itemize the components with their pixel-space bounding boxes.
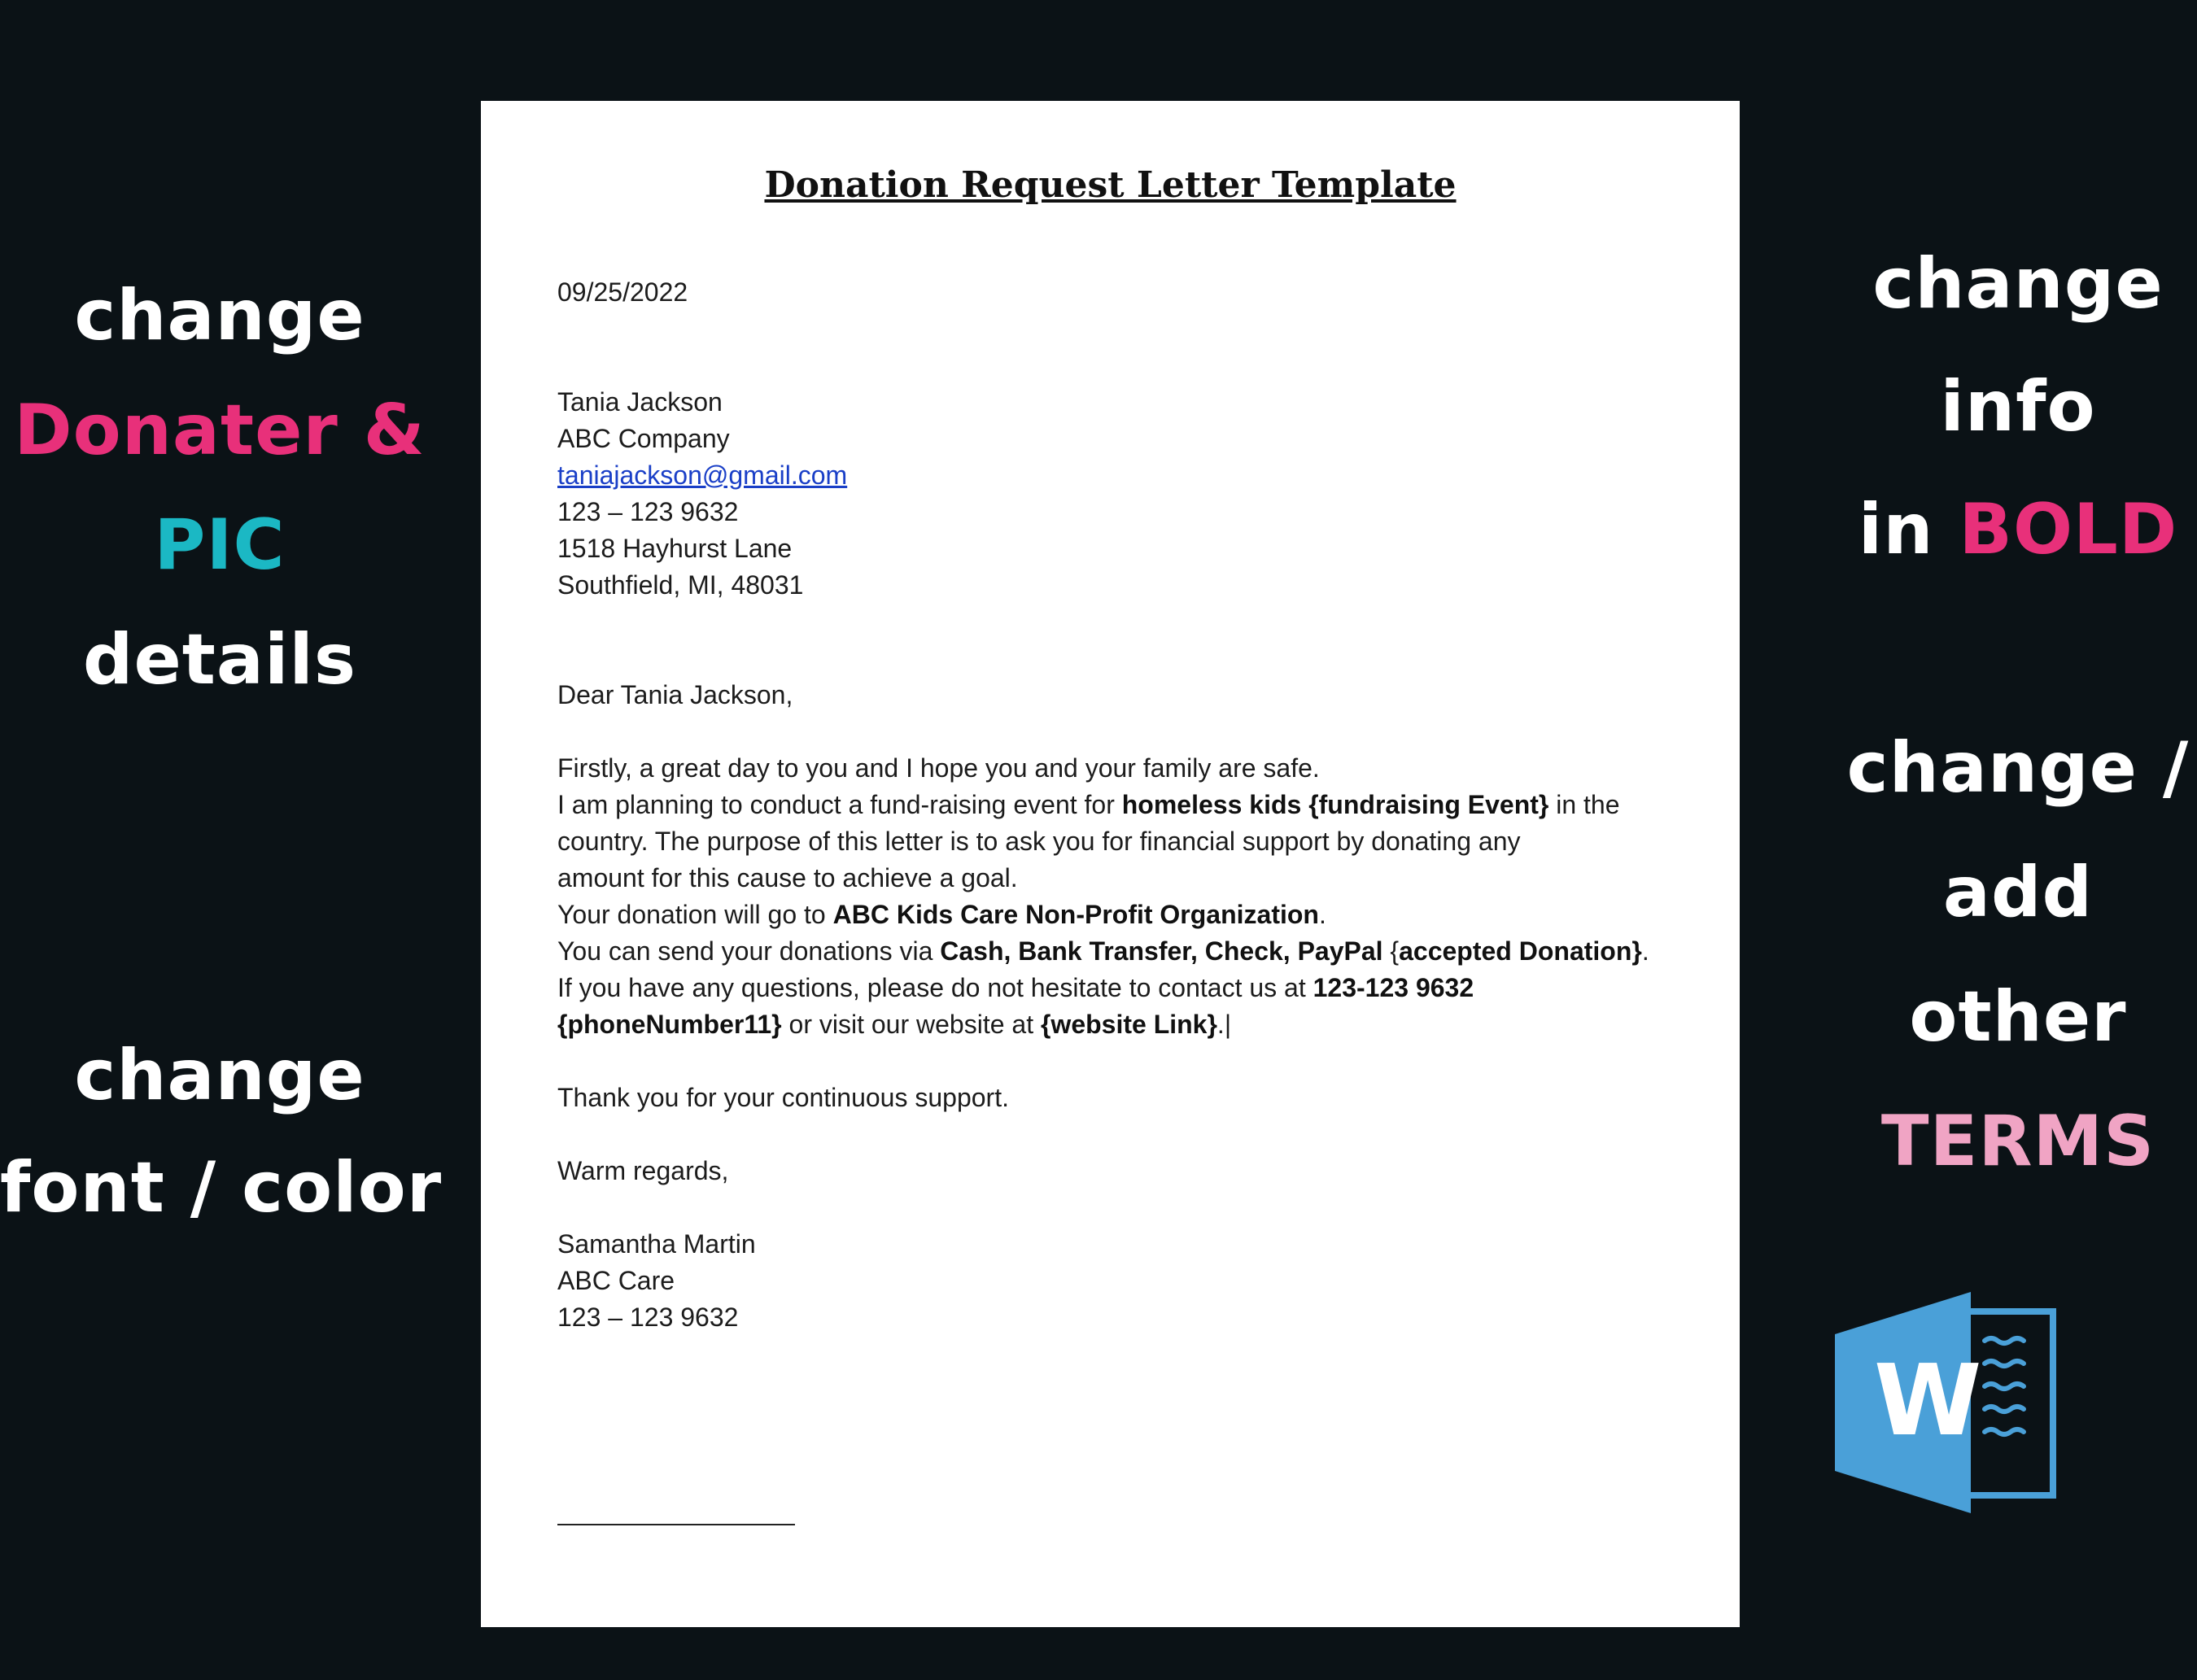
word-logo-letter: W xyxy=(1874,1345,1982,1458)
body-line-3: country. The purpose of this letter is to ask you for financial support by donating any xyxy=(557,827,1521,856)
body-line-6 xyxy=(557,933,1697,970)
body-text: You can send your donations via xyxy=(557,936,941,966)
body-text: or visit our website at xyxy=(781,1010,1041,1039)
document-title: Donation Request Letter Template xyxy=(764,164,1457,206)
body-text: If you have any questions, please do not hesitate to contact us at xyxy=(557,973,1313,1002)
sender-org: ABC Care xyxy=(557,1266,675,1295)
body-bold-text: accepted Donation} xyxy=(1399,936,1642,966)
body-line-1: Firstly, a great day to you and I hope you and your family are safe. xyxy=(557,753,1320,783)
body-bold-text: {phoneNumber11} xyxy=(557,1010,782,1039)
right-bottom-line-1: change / xyxy=(1846,727,2190,809)
right-feature-list-top xyxy=(1823,223,2197,591)
sender-name: Samantha Martin xyxy=(557,1229,756,1259)
right-bottom-line-2: add xyxy=(1942,852,2094,933)
body-line-7 xyxy=(557,970,1697,1006)
recipient-phone: 123 – 123 9632 xyxy=(557,497,739,526)
letter-date: 09/25/2022 xyxy=(557,277,688,307)
body-bold-text: {website Link} xyxy=(1040,1010,1217,1039)
letter-body[interactable] xyxy=(557,274,1697,1336)
body-text: Your donation will go to xyxy=(557,900,833,929)
body-bold-text: homeless kids {fundraising Event} xyxy=(1121,790,1549,819)
thanks-line: Thank you for your continuous support. xyxy=(557,1083,1009,1112)
right-top-in: in xyxy=(1858,489,1959,570)
right-top-line-1: change xyxy=(1872,243,2164,325)
recipient-company: ABC Company xyxy=(557,424,730,453)
body-text: . xyxy=(1641,936,1649,966)
body-text: . xyxy=(1318,900,1326,929)
left-top-line-2: Donater & xyxy=(14,390,426,471)
body-line-5 xyxy=(557,897,1697,933)
body-text: in the xyxy=(1548,790,1620,819)
body-text: I am planning to conduct a fund-raising event for xyxy=(557,790,1122,819)
body-bold-text: Cash, Bank Transfer, Check, PayPal xyxy=(940,936,1383,966)
right-feature-list-bottom xyxy=(1823,706,2197,1204)
right-top-line-2: info xyxy=(1940,366,2096,447)
recipient-email-link[interactable]: taniajackson@gmail.com xyxy=(557,460,848,490)
sender-phone: 123 – 123 9632 xyxy=(557,1303,739,1332)
body-line-4: amount for this cause to achieve a goal. xyxy=(557,863,1018,892)
left-bottom-line-1: change xyxy=(74,1035,365,1116)
salutation: Dear Tania Jackson, xyxy=(557,680,793,709)
left-top-line-1: change xyxy=(74,275,365,356)
left-feature-list-bottom xyxy=(0,1019,443,1244)
right-bottom-line-3: other xyxy=(1909,976,2127,1058)
left-top-line-3: PIC xyxy=(154,504,286,586)
recipient-city: Southfield, MI, 48031 xyxy=(557,570,804,600)
right-top-bold: BOLD xyxy=(1959,489,2178,570)
right-top-line-3 xyxy=(1823,469,2197,591)
left-bottom-line-2: font / color xyxy=(0,1147,443,1228)
body-bold-text: 123-123 9632 xyxy=(1313,973,1474,1002)
signature-line xyxy=(557,1524,795,1525)
document-page[interactable] xyxy=(481,101,1740,1627)
left-feature-list-top xyxy=(0,259,439,718)
text-cursor: .| xyxy=(1216,1010,1232,1039)
recipient-name: Tania Jackson xyxy=(557,387,723,417)
closing-line: Warm regards, xyxy=(557,1156,729,1185)
body-line-2 xyxy=(557,787,1697,823)
body-text: { xyxy=(1382,936,1400,966)
recipient-street: 1518 Hayhurst Lane xyxy=(557,534,793,563)
body-bold-text: ABC Kids Care Non-Profit Organization xyxy=(832,900,1319,929)
left-top-line-4: details xyxy=(82,619,357,700)
right-bottom-line-4: TERMS xyxy=(1880,1101,2156,1182)
ms-word-icon xyxy=(1835,1292,2059,1513)
body-line-8 xyxy=(557,1006,1697,1043)
